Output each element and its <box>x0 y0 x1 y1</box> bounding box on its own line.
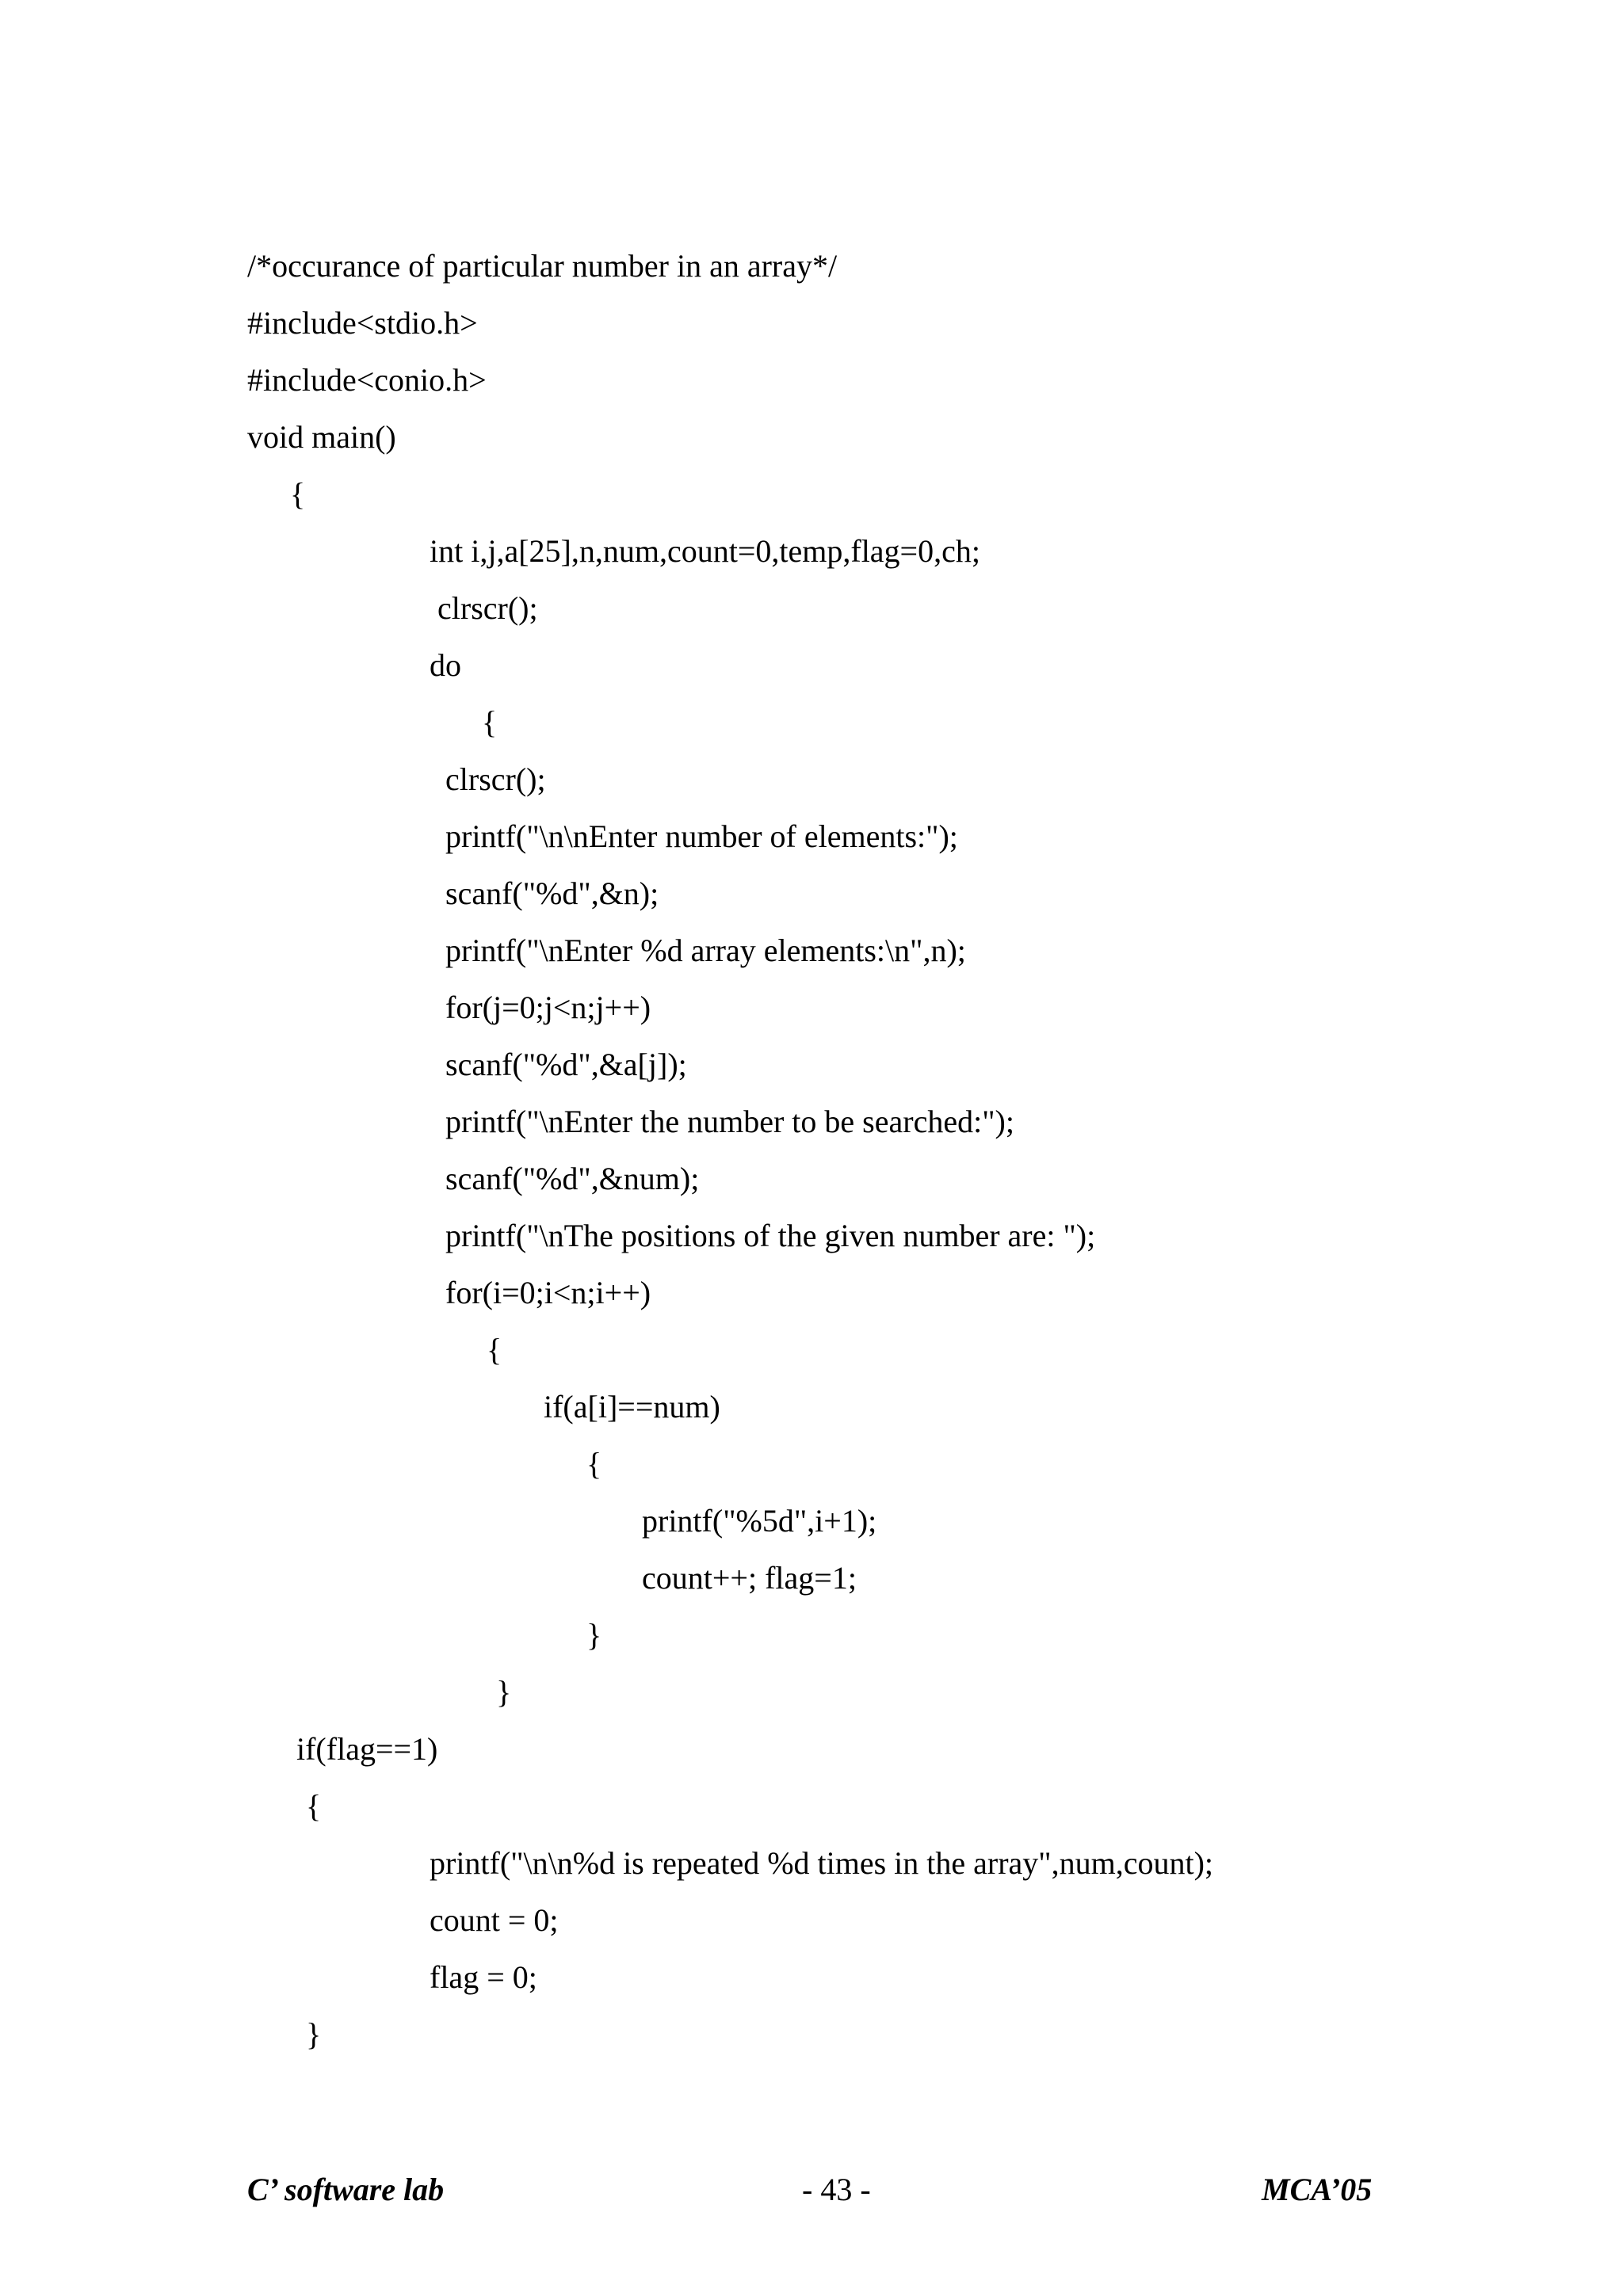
code-line: scanf("%d",&a[j]); <box>445 1047 687 1082</box>
code-line: flag = 0; <box>430 1959 537 1995</box>
code-line: { <box>290 476 306 512</box>
code-line: /*occurance of particular number in an array*/ <box>247 248 838 284</box>
footer-course-code: MCA’05 <box>1262 2172 1373 2207</box>
code-line: } <box>586 1617 602 1653</box>
code-line: if(flag==1) <box>296 1731 438 1767</box>
code-line: printf("\nEnter %d array elements:\n",n); <box>445 933 966 968</box>
code-line: printf("\nEnter the number to be searched:"); <box>445 1104 1014 1139</box>
code-line: { <box>586 1446 602 1482</box>
code-line: printf("\n\nEnter number of elements:"); <box>445 818 958 854</box>
footer-course-title: C’ software lab <box>247 2172 445 2207</box>
code-line: #include<conio.h> <box>247 362 487 398</box>
code-line: count = 0; <box>430 1902 559 1938</box>
code-line: scanf("%d",&num); <box>445 1161 700 1196</box>
code-line: printf("\n\n%d is repeated %d times in the array",num,count); <box>430 1845 1214 1881</box>
code-line: #include<stdio.h> <box>247 305 478 341</box>
code-line: } <box>496 1674 512 1710</box>
code-line: clrscr(); <box>445 761 546 797</box>
code-line: printf("\nThe positions of the given number are: "); <box>445 1218 1096 1253</box>
code-line: printf("%5d",i+1); <box>642 1503 877 1539</box>
code-line: if(a[i]==num) <box>544 1389 720 1425</box>
code-line: { <box>487 1332 502 1367</box>
code-line: for(j=0;j<n;j++) <box>445 990 651 1025</box>
code-line: { <box>306 1788 322 1824</box>
code-line: do <box>430 647 461 683</box>
code-line: void main() <box>247 419 396 455</box>
code-line: for(i=0;i<n;i++) <box>445 1275 651 1310</box>
code-line: } <box>306 2016 322 2052</box>
code-line: scanf("%d",&n); <box>445 875 659 911</box>
code-line: clrscr(); <box>437 590 538 626</box>
code-line: int i,j,a[25],n,num,count=0,temp,flag=0,ch; <box>430 533 980 569</box>
code-line: { <box>482 704 498 740</box>
code-line: count++; flag=1; <box>642 1560 857 1596</box>
page-number: - 43 - <box>802 2172 871 2207</box>
